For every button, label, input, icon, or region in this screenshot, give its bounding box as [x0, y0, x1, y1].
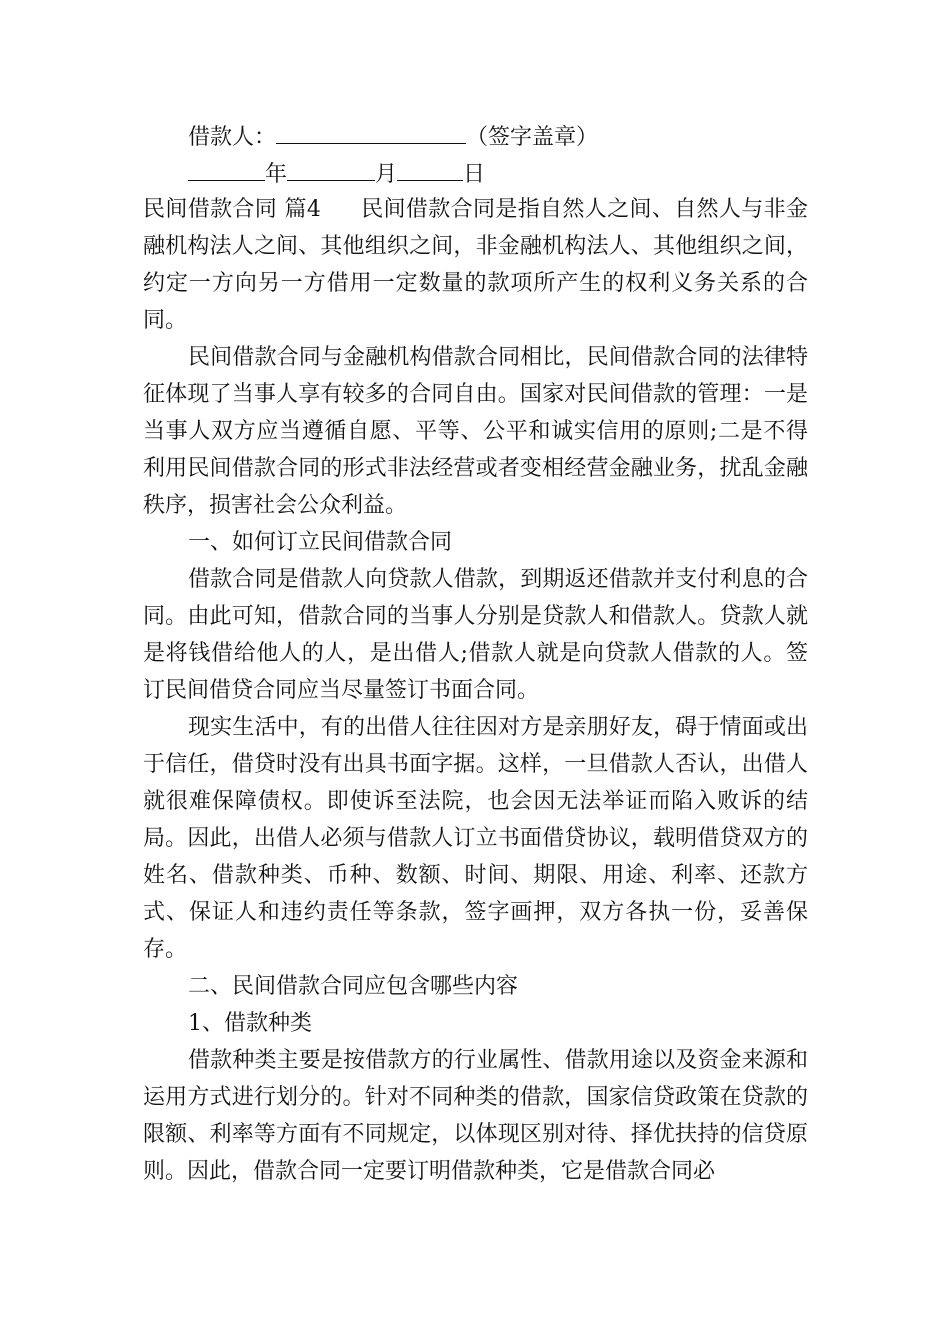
year-label: 年	[265, 162, 288, 187]
section-title: 民间借款合同 篇4	[143, 197, 321, 222]
year-blank	[188, 154, 265, 181]
day-label: 日	[463, 162, 486, 187]
heading-loan-types: 1、借款种类	[188, 1011, 312, 1036]
borrower-label: 借款人：	[188, 125, 277, 150]
paragraph-loan-types: 借款种类主要是按借款方的行业属性、借款用途以及资金来源和运用方式进行划分的。针对不同种类的借款，国家信贷政策在贷款的限额、利率等方面有不同规定，以体现区别对待、择优扶持的信贷原则。因此，借款合同一定要订明借款种类，它是借款合同必	[143, 1048, 808, 1184]
borrower-signature-line	[143, 117, 808, 154]
borrower-signature-blank	[276, 117, 466, 144]
day-blank	[397, 154, 463, 181]
paragraph-comparison: 民间借款合同与金融机构借款合同相比，民间借款合同的法律特征体现了当事人享有较多的合同自由。国家对民间借款的管理：一是当事人双方应当遵循自愿、平等、公平和诚实信用的原则;二是不得利用民间借款合同的形式非法经营或者变相经营金融业务，扰乱金融秩序，损害社会公众利益。	[143, 345, 808, 518]
heading-contract-contents: 二、民间借款合同应包含哪些内容	[188, 974, 519, 999]
month-label: 月	[375, 162, 398, 187]
paragraph-definition: 民间借款合同是指自然人之间、自然人与非金融机构法人之间、其他组织之间，非金融机构法人、其他组织之间，约定一方向另一方借用一定数量的款项所产生的权利义务关系的合同。	[143, 197, 808, 333]
date-line	[143, 154, 808, 191]
paragraph-written-agreement: 现实生活中，有的出借人往往因对方是亲朋好友，碍于情面或出于信任，借贷时没有出具书面字据。这样，一旦借款人否认，出借人就很难保障债权。即使诉至法院，也会因无法举证而陷入败诉的结局。因此，出借人必须与借款人订立书面借贷协议，载明借贷双方的姓名、借款种类、币种、数额、时间、期限、用途、利率、还款方式、保证人和违约责任等条款，签字画押，双方各执一份，妥善保存。	[143, 715, 808, 962]
document-body	[143, 117, 808, 1190]
month-blank	[287, 154, 375, 181]
section-4-intro	[143, 191, 808, 339]
heading-how-to-sign: 一、如何订立民间借款合同	[188, 530, 453, 555]
seal-note: （签字盖章）	[466, 125, 599, 150]
paragraph-parties: 借款合同是借款人向贷款人借款，到期返还借款并支付利息的合同。由此可知，借款合同的当事人分别是贷款人和借款人。贷款人就是将钱借给他人的人，是出借人;借款人就是向贷款人借款的人。签订民间借贷合同应当尽量签订书面合同。	[143, 567, 808, 703]
